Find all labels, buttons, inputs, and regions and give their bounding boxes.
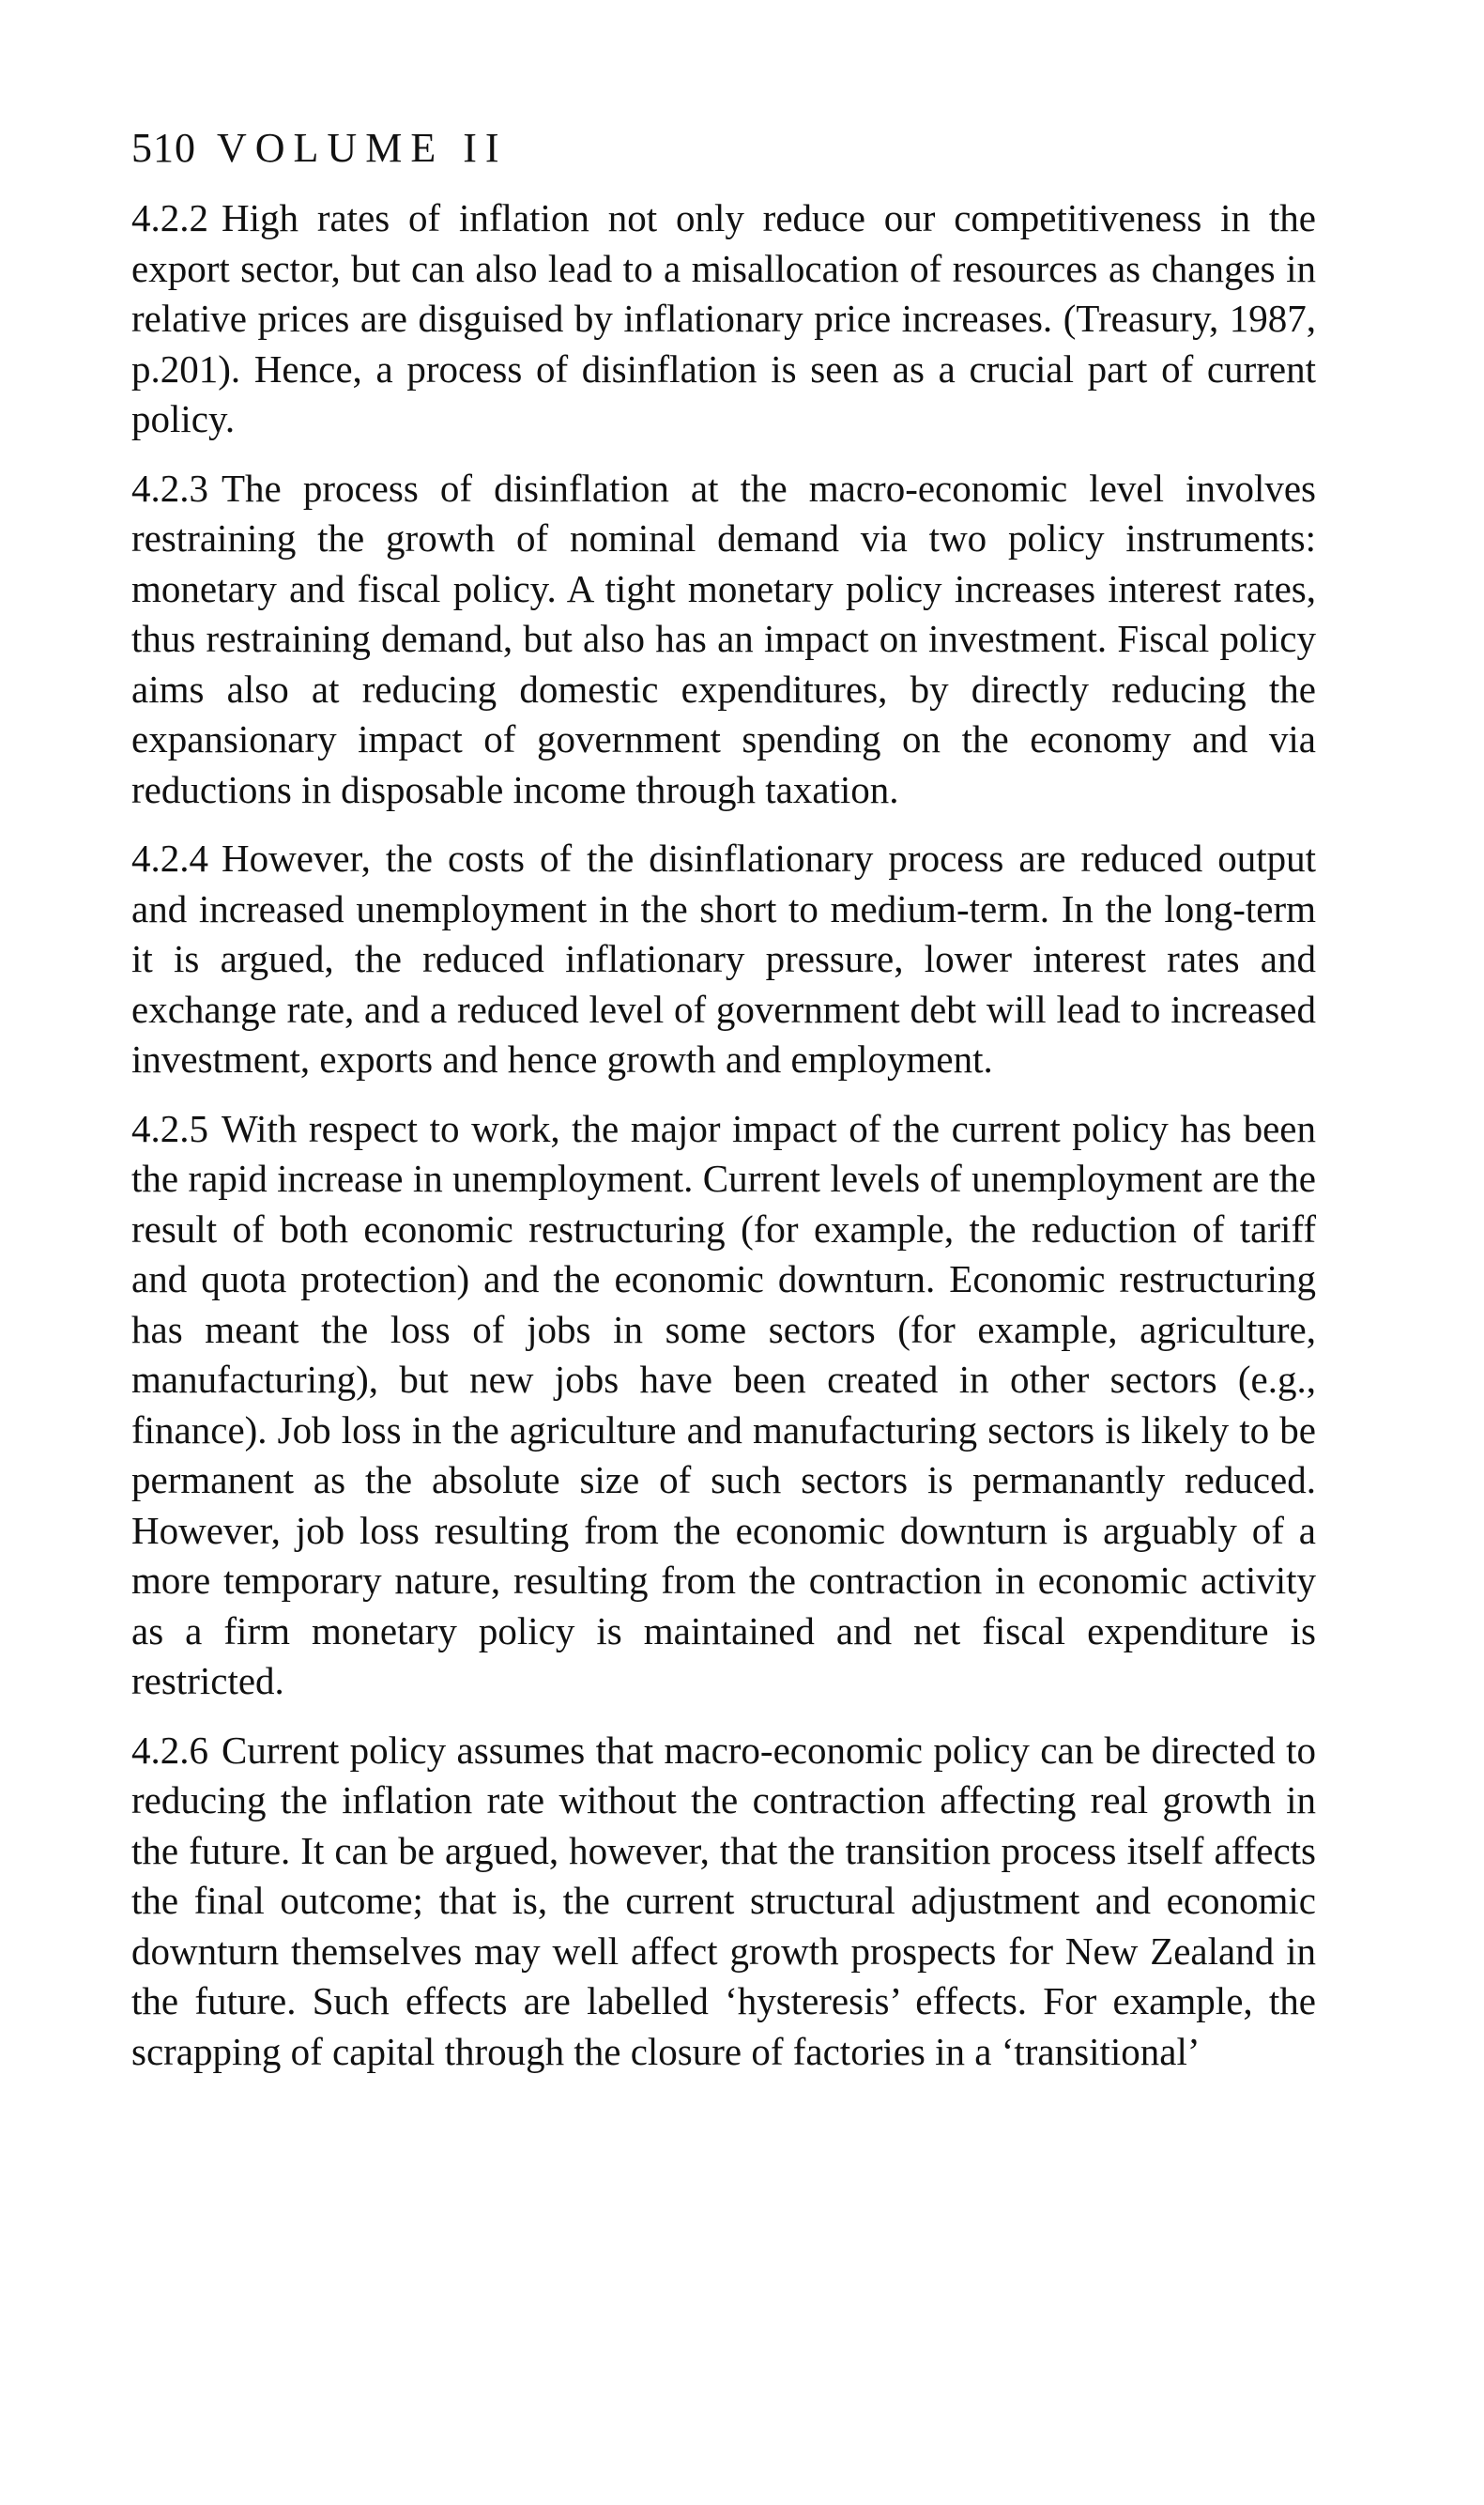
page-number: 510: [131, 125, 196, 171]
paragraph-4-2-5: [131, 1104, 1316, 1707]
paragraph-number: 4.2.4: [131, 837, 208, 880]
paragraph-4-2-4: [131, 834, 1316, 1085]
paragraph-4-2-3: [131, 464, 1316, 816]
document-page: [131, 122, 1316, 2096]
paragraph-text: However, the costs of the disinflationary process are reduced output and increased unemployment in the short to medium-term. In the long-term it is argued, the reduced inflationary pressure, lower interest rates and exchange rate, and a reduced level of government debt will lead to increased investment, exports and hence growth and employment.: [131, 837, 1316, 1081]
paragraph-4-2-2: [131, 193, 1316, 445]
paragraph-text: The process of disinflation at the macro-economic level involves restraining the growth of nominal demand via two policy instruments: monetary and fiscal policy. A tight monetary policy increases interest rates, thus restraining demand, but also has an impact on investment. Fiscal policy aims also at reducing domestic expenditures, by directly reducing the expansionary impact of government spending on the economy and via reductions in disposable income through taxation.: [131, 466, 1316, 811]
paragraph-number: 4.2.2: [131, 196, 208, 239]
paragraph-number: 4.2.6: [131, 1728, 208, 1772]
paragraph-number: 4.2.5: [131, 1106, 208, 1150]
paragraph-text: Current policy assumes that macro-economic policy can be directed to reducing the inflation rate without the contraction affecting real growth in the future. It can be argued, however, that the transition process itself affects the final outcome; that is, the current structural adjustment and economic downturn themselves may well affect growth prospects for New Zealand in the future. Such effects are labelled ‘hysteresis’ effects. For example, the scrapping of capital through the closure of factories in a ‘transitional’: [131, 1728, 1316, 2073]
paragraph-4-2-6: [131, 1726, 1316, 2078]
paragraph-text: High rates of inflation not only reduce our competitiveness in the export sector, but can also lead to a misallocation of resources as changes in relative prices are disguised by inflationary price increases. (Treasury, 1987, p.201). Hence, a process of disinflation is seen as a crucial part of current policy.: [131, 196, 1316, 440]
volume-label: VOLUME II: [217, 125, 508, 171]
paragraph-text: With respect to work, the major impact of the current policy has been the rapid increase in unemployment. Current levels of unemployment are the result of both economic restructuring (for example, the reduction of tariff and quota protection) and the economic downturn. Economic restructuring has meant the loss of jobs in some sectors (for example, agriculture, manufacturing), but new jobs have been created in other sectors (e.g., finance). Job loss in the agriculture and manufacturing sectors is likely to be permanent as the absolute size of such sectors is permanantly reduced. However, job loss resulting from the economic downturn is arguably of a more temporary nature, resulting from the contraction in economic activity as a firm monetary policy is maintained and net fiscal expenditure is restricted.: [131, 1106, 1316, 1702]
running-head: [131, 122, 1316, 175]
paragraph-number: 4.2.3: [131, 466, 208, 510]
